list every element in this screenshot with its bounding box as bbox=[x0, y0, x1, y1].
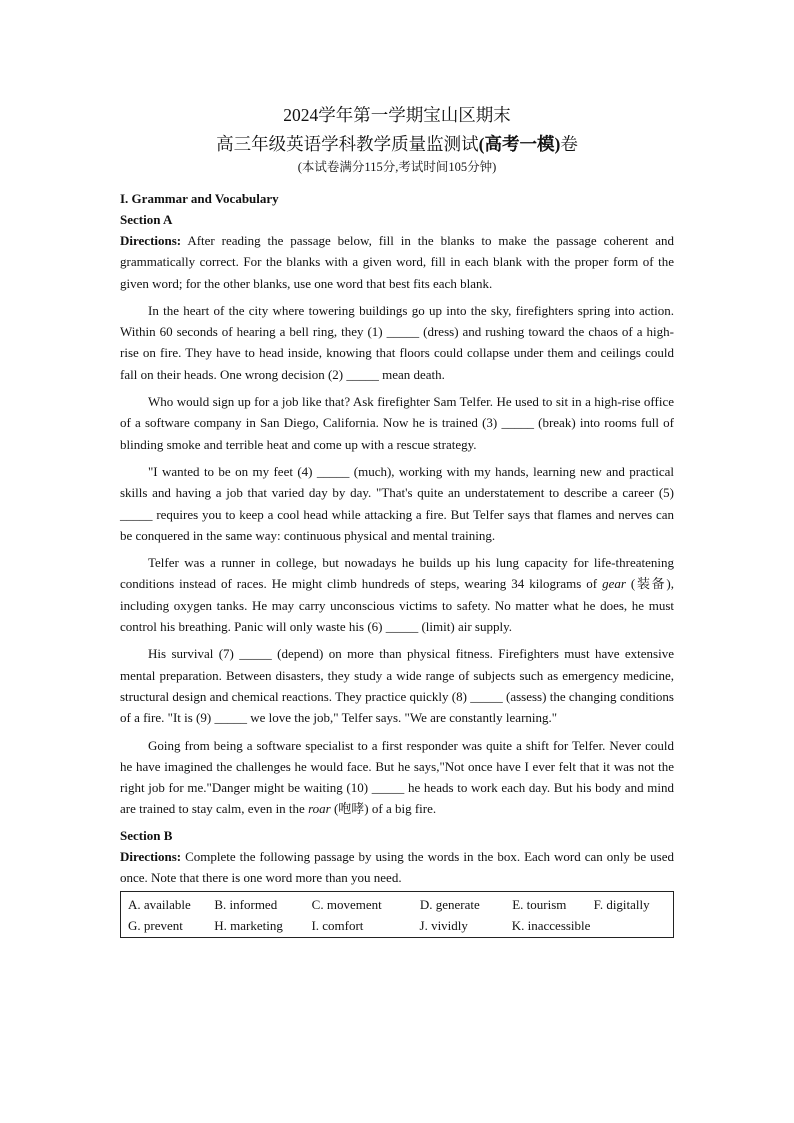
section-b-directions bbox=[120, 846, 674, 889]
word-option: G. prevent bbox=[128, 918, 183, 934]
word-box-row bbox=[121, 915, 673, 936]
passage-paragraph-3: "I wanted to be on my feet (4) _____ (much), working with my hands, learning new and practical skills and having a job that varied day by day. "That's quite an understatement to describe a career (5) _____ requires you to keep a cool head while attacking a fire. But Telfer says that flames and nerves can be conquered in the same way: continuous physical and mental training. bbox=[120, 463, 674, 543]
directions-label: Directions: bbox=[120, 233, 182, 248]
passage-paragraph-2: Who would sign up for a job like that? Ask firefighter Sam Telfer. He used to sit in a high-rise office of a software company in San Diego, California. Now he is trained (3) _____ (break) into rooms full of blinding smoke and terrible heat and come up with a rescue strategy. bbox=[120, 394, 674, 452]
passage-paragraph-5: His survival (7) _____ (depend) on more than physical fitness. Firefighters must have extensive mental preparation. Between disasters, they study a wide range of subjects such as emergency medicine, structural design and chemical reactions. They practice quickly (8) _____ (assess) the changing conditions of a fire. "It is (9) _____ we love the job," Telfer says. "We are constantly learning." bbox=[120, 646, 674, 726]
p4-text-b: , including oxygen tanks. He may carry unconscious victims to safety. No matter what he does, he must control his breathing. Panic will only waste his (6) _____ (limit) air supply. bbox=[120, 576, 674, 635]
word-box-row bbox=[121, 894, 673, 915]
word-option: J. vividly bbox=[419, 918, 468, 934]
p6-text-a: Going from being a software specialist to a first responder was quite a shift for Telfer. Never could he have imagined the challenges he would face. But he says,"Not once have I ever felt that it was not the right job for me."Danger might be waiting (10) _____ he heads to work each day. But his body and mind are trained to stay calm, even in the bbox=[120, 737, 674, 817]
directions-label: Directions: bbox=[120, 848, 182, 864]
title-line2-bold: (高考一模) bbox=[478, 134, 561, 154]
word-option: D. generate bbox=[419, 897, 480, 913]
title-line2-end: 卷 bbox=[560, 134, 578, 154]
p4-italic-word: gear bbox=[602, 576, 626, 592]
part-heading: I. Grammar and Vocabulary bbox=[120, 191, 279, 206]
word-option: K. inaccessible bbox=[511, 918, 591, 934]
section-a-heading: Section A bbox=[120, 212, 173, 227]
passage-paragraph-4 bbox=[120, 552, 674, 637]
word-box bbox=[120, 891, 674, 938]
passage-paragraph-1: In the heart of the city where towering buildings go up into the sky, firefighters spring into action. Within 60 seconds of hearing a bell ring, they (1) _____ (dress) and rushing toward the chaos of a high-rise on fire. They have to head inside, knowing that floors could collapse under them and ceilings could fall on their heads. One wrong decision (2) _____ mean death. bbox=[120, 302, 674, 382]
p4-text-a: Telfer was a runner in college, but nowadays he builds up his lung capacity for life-threatening conditions instead of races. He might climb hundreds of steps, wearing 34 kilograms of bbox=[120, 555, 674, 592]
section-a-directions bbox=[120, 230, 674, 294]
p6-italic-word: roar bbox=[308, 801, 331, 817]
word-option: B. informed bbox=[214, 897, 278, 913]
word-option: H. marketing bbox=[214, 918, 283, 934]
title-line2-text: 高三年级英语学科教学质量监测试 bbox=[216, 134, 479, 154]
word-option bbox=[587, 915, 673, 936]
passage-paragraph-6 bbox=[120, 735, 674, 820]
p4-gloss: (装备) bbox=[625, 576, 671, 592]
page-content bbox=[120, 103, 674, 938]
section-b-heading: Section B bbox=[120, 827, 173, 843]
word-option: E. tourism bbox=[512, 897, 567, 913]
exam-subtitle: (本试卷满分115分,考试时间105分钟) bbox=[297, 160, 497, 174]
exam-title-line2 bbox=[120, 132, 674, 156]
word-option: I. comfort bbox=[311, 918, 364, 934]
p6-text-b: (咆哮) of a big fire. bbox=[330, 801, 437, 817]
exam-title-line1: 2024学年第一学期宝山区期末 bbox=[283, 105, 511, 125]
word-option: A. available bbox=[128, 897, 191, 913]
word-option: C. movement bbox=[311, 897, 382, 913]
word-option: F. digitally bbox=[593, 897, 650, 913]
directions-text: Complete the following passage by using the words in the box. Each word can only be used once. Note that there is one word more than you need. bbox=[120, 848, 674, 886]
directions-text: After reading the passage below, fill in the blanks to make the passage coherent and grammatically correct. For the blanks with a given word, fill in each blank with the proper form of the given word; for the other blanks, use one word that best fits each blank. bbox=[120, 233, 674, 291]
